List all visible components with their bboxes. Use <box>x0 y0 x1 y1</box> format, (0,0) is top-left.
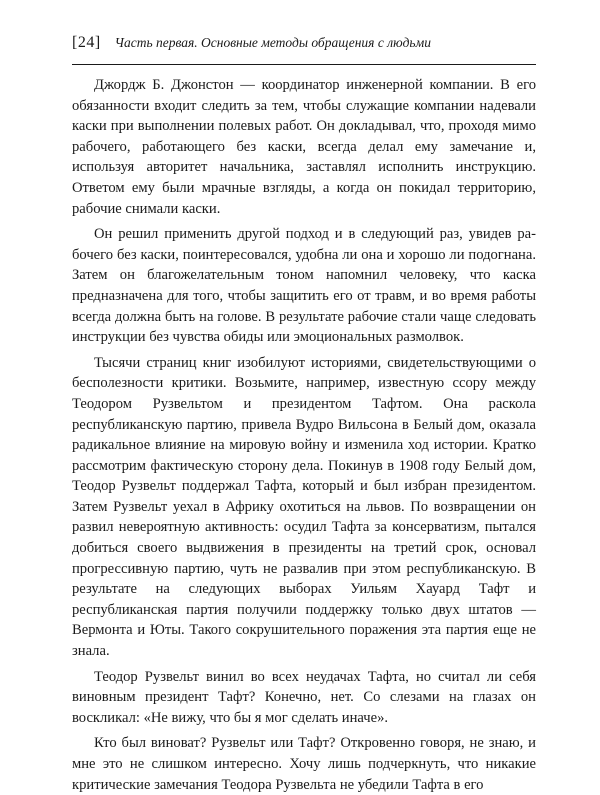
section-title: Часть первая. Основные методы обращения с людьми <box>114 35 431 50</box>
paragraph: Кто был виноват? Рузвельт или Тафт? Откровенно говоря, не знаю, и мне это не слишком интересно. Хочу лишь подчеркнуть, что никакие критические замечания Теодора Рузвельта не убедили Тафта в его <box>72 735 536 793</box>
paragraph: Теодор Рузвельт винил во всех неудачах Тафта, но считал ли себя виновным президент Тафт? Конечно, нет. Со слезами на глазах он воскликал: «Не вижу, что бы я мог сделать иначе». <box>72 668 536 726</box>
paragraph: Джордж Б. Джонстон — координатор инженерной компании. В его обязанности входит следить за тем, чтобы служащие компании надевали каски при выполнении полевых работ. Он докладывал, что, проходя мимо рабочего, работающего без каски, всегда делал ему замечание и, используя авторитет начальника, заставлял исполнить инструкцию. Ответом ему были мрачные взгляды, а когда он покидал территорию, рабочие снимали каски. <box>72 77 536 217</box>
running-header <box>72 34 536 64</box>
page-number: [24] <box>72 34 101 51</box>
body-text <box>72 75 536 795</box>
book-page <box>72 34 536 795</box>
paragraph: Тысячи страниц книг изобилуют историями, свидетельствующими о бесполезности критики. Возьмите, например, известную ссору между Теодором Рузвельтом и президентом Тафтом. Она раскола республиканскую партию, привела Вудро Вильсона в Белый дом, оказала радикальное влияние на мировую войну и изменила ход истории. Кратко рассмотрим фактическую сторону дела. Покинув в 1908 году Белый дом, Теодор Рузвельт поддержал Тафта, который и был избран президентом. Затем Рузвельт уехал в Африку охотиться на львов. По возвращении он развил невероятную активность: осудил Тафта за консерватизм, пытался добиться своего выдвижения в президенты на третий срок, основал прогрессивную партию, чуть не развалив при этом республиканскую. В результате на следующих выборах Уильям Хауард Тафт и республиканская партия получили поддержку только двух штатов — Вермонта и Юты. Такого сокрушительного поражения эта партия еще не знала. <box>72 354 536 660</box>
paragraph: Он решил применить другой подход и в следующий раз, увидев рабочего без каски, поинтересовался, удобна ли она и хорошо ли подогнана. Затем он благожелательным тоном напомнил человеку, что каска предназначена для того, чтобы защитить его от травм, и во время работы всегда должна быть на голове. В результате рабочие стали чаще следовать инструкции без чувства обиды или эмоциональных размолвок. <box>72 226 536 346</box>
header-rule <box>72 64 536 65</box>
